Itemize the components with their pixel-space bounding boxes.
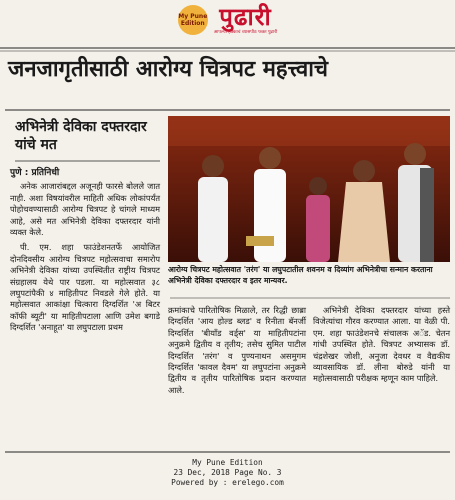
article-subhead: अभिनेत्री देविका दफ्तरदार यांचे मत [15,119,147,153]
edition-logo [178,5,208,35]
article-paragraph: पी. एम. शहा फाउंडेशनतर्फे आयोजित दोनदिवसीय आरोग्य चित्रपट महोत्सवाचा समारोप अभिनेत्री देविका यांच्या उपस्थितीत राष्ट्रीय चित्रपट संग्रहालय येथे पार पडला. या महोत्सवात ३८ लघुपटांपैकी ४ माहितीपट निवडले गेले होते. या महोत्सवात आकांक्षा चित्कारा दिग्दर्शित 'अ बिटर कॉफी ब्यूटी' या माहितीपटाला आणि उमेश बगाडे दिग्दर्शित 'अनाहूत' या लघुपटाला प्रथम [10,242,160,333]
edition-badge-text: My Pune Edition [178,13,208,27]
masthead [0,0,455,40]
footer [0,458,455,488]
article-headline: जनजागृतीसाठी आरोग्य चित्रपट महत्त्वाचे [8,57,328,82]
article-paragraph: अभिनेत्री देविका दफ्तरदार यांच्या हस्ते विजेत्यांचा गौरव करण्यात आला. या वेळी पी. एम. शहा फाउंडेशनचे संचालक अॅड. चेतन गांधी उपस्थित होते. चित्रपट अभ्यासक डॉ. चंद्रशेखर जोशी, अनुजा देवधर व वैद्यकीय व्यावसायिक डॉ. लीना बोरुडे यांनी या महोत्सवासाठी परीक्षक म्हणून काम पाहिले. [313,305,450,384]
footer-powered-by[interactable]: Powered by : erelego.com [171,478,284,487]
article-column-3 [313,305,450,389]
footer-date-page: 23 Dec, 2018 Page No. 3 [173,468,282,477]
article-photo [168,116,450,262]
article-column-2 [168,305,306,396]
newspaper-tagline: आपल्या हक्काचं व्यासपीठ फक्त पुढारी [213,30,278,35]
newspaper-logo: पुढारी [219,2,272,31]
footer-edition: My Pune Edition [192,458,263,467]
article-column-1 [10,168,160,338]
article-paragraph: क्रमांकाचे पारितोषिक मिळाले, तर रिद्धी छाब्रा दिग्दर्शित 'आय होल्ड ब्लड' व रिनीता बॅनर्जी दिग्दर्शित 'बीयाँड वर्ड्स' या माहितीपटांना अनुक्रमे द्वितीय व तृतीय; तसेच सुमित पाटील दिग्दर्शित 'तरंग' व पुण्यनाथन असमुगम दिग्दर्शित 'कावल दैवम' या लघुपटांना अनुक्रमे द्वितीय व तृतीय पारितोषिक प्रदान करण्यात आले. [168,305,306,395]
brand-box [213,2,278,35]
photo-caption: आरोग्य चित्रपट महोत्सवात 'तरंग' या लघुपटातील शवनम व दिव्यांग अभिनेत्रीचा सन्मान करताना अभिनेत्री देविका दफ्तरदार व इतर मान्यवर. [168,265,433,285]
photo-illustration [168,116,450,262]
article-paragraph: अनेक आजारांबद्दल अजूनही फारसे बोलले जात नाही. अशा विषयांवरील माहिती अधिक लोकांपर्यंत पोहोचवण्यासाठी आरोग्य चित्रपट हे चांगले माध्यम आहे, असे मत अभिनेत्री देविका दफ्तरदार यांनी व्यक्त केले. [10,181,160,238]
article-dateline: पुणे : प्रतिनिधी [10,168,60,178]
